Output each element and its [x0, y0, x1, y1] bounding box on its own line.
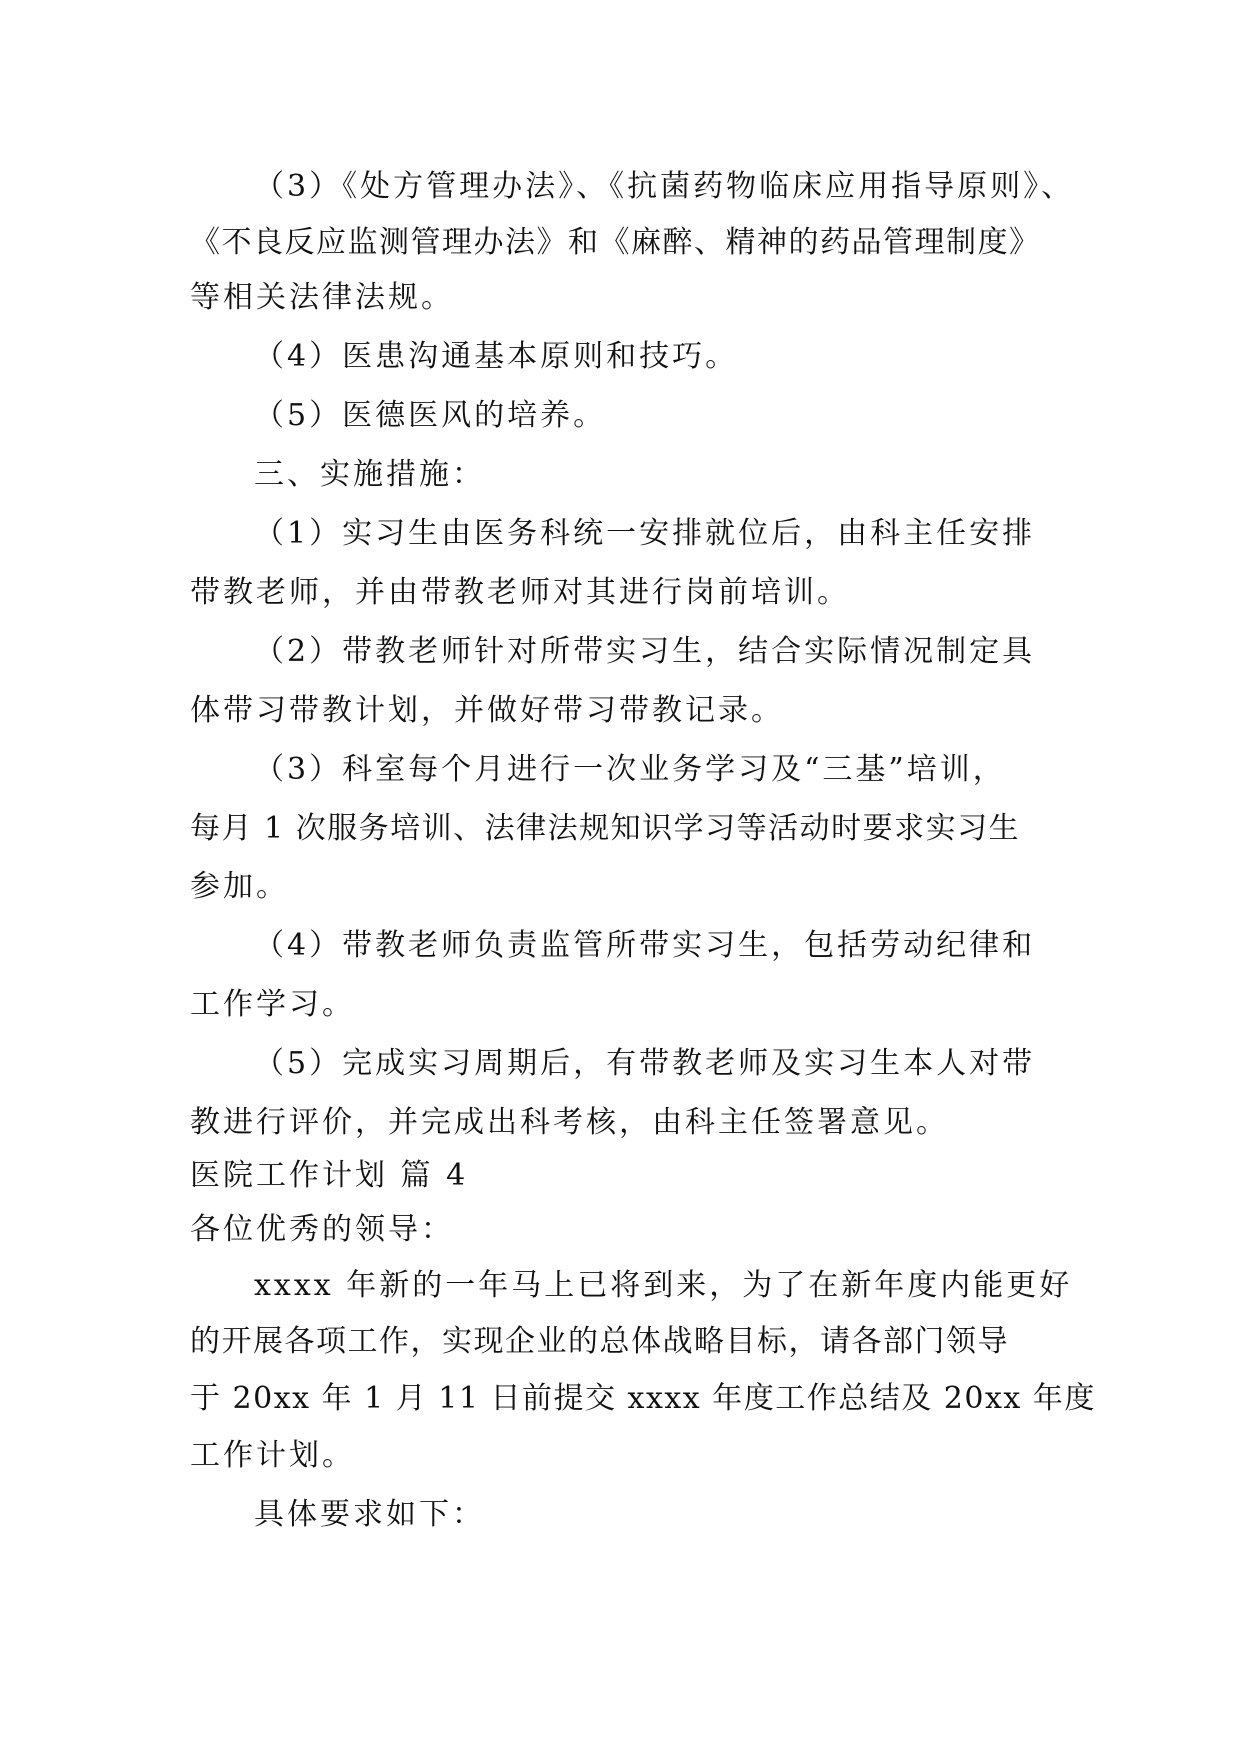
paragraph-line: 每月 1 次服务培训、法律法规知识学习等活动时要求实习生: [190, 811, 1021, 846]
paragraph-line: （3）《处方管理办法》、《抗菌药物临床应用指导原则》、: [254, 169, 1075, 204]
paragraph-line: 教进行评价，并完成出科考核，由科主任签署意见。: [190, 1105, 949, 1140]
paragraph-line: （5）完成实习周期后，有带教老师及实习生本人对带: [254, 1046, 1036, 1081]
paragraph-line: 体带习带教计划，并做好带习带教记录。: [190, 693, 784, 728]
paragraph-line: 《不良反应监测管理办法》和《麻醉、精神的药品管理制度》: [190, 225, 1041, 260]
paragraph-line: 带教老师，并由带教老师对其进行岗前培训。: [190, 575, 850, 610]
paragraph-line: （5）医德医风的培养。: [254, 398, 607, 433]
paragraph-line: 的开展各项工作，实现企业的总体战略目标，请各部门领导: [190, 1324, 1009, 1359]
paragraph-line: （4）带教老师负责监管所带实习生，包括劳动纪律和: [254, 928, 1036, 963]
paragraph-line: （1）实习生由医务科统一安排就位后，由科主任安排: [254, 516, 1036, 551]
section-heading: 三、实施措施：: [254, 457, 485, 492]
paragraph-line: 工作学习。: [190, 987, 355, 1022]
salutation: 各位优秀的领导：: [190, 1212, 454, 1247]
paragraph-line: （2）带教老师针对所带实习生，结合实际情况制定具: [254, 634, 1036, 669]
paragraph-line: 工作计划。: [190, 1438, 355, 1473]
paragraph-line: 等相关法律法规。: [190, 280, 454, 315]
paragraph-line: （3）科室每个月进行一次业务学习及“三基”培训，: [254, 752, 1006, 787]
paragraph-line: 于 20xx 年 1 月 11 日前提交 xxxx 年度工作总结及 20xx 年度: [190, 1381, 1096, 1416]
article-title: 医院工作计划 篇 4: [190, 1158, 469, 1193]
paragraph-line: 参加。: [190, 869, 289, 904]
paragraph-line: （4）医患沟通基本原则和技巧。: [254, 339, 739, 374]
paragraph-line: 具体要求如下：: [254, 1497, 485, 1532]
paragraph-line: xxxx 年新的一年马上已将到来，为了在新年度内能更好: [254, 1268, 1073, 1303]
